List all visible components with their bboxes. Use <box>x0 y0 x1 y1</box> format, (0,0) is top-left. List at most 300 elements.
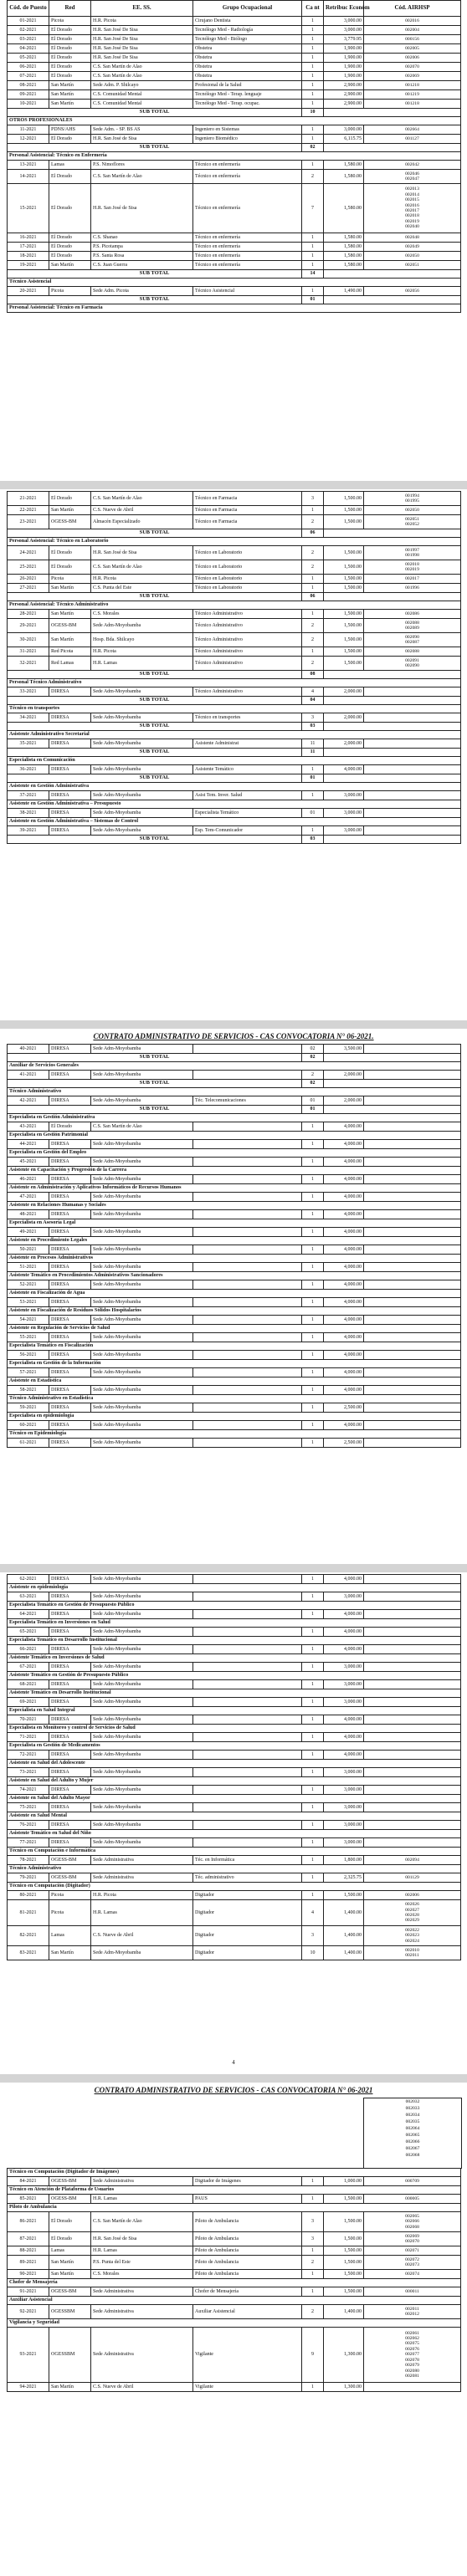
position-code: 01-2021 <box>8 17 49 26</box>
position-code: 50-2021 <box>8 1245 49 1255</box>
airhsp-code <box>364 1680 461 1689</box>
network-name: San Martín <box>49 610 91 619</box>
health-facility: Sede Adm-Moyobamba <box>91 1838 193 1848</box>
quantity: 01 <box>302 1096 324 1106</box>
health-facility: P.S. Punta del Este <box>91 2256 193 2270</box>
airhsp-code: 002056 <box>364 287 461 296</box>
position-row <box>8 1628 461 1637</box>
position-row <box>8 63 461 72</box>
position-code: 02-2021 <box>8 26 49 35</box>
position-row <box>8 1733 461 1742</box>
section-row <box>8 1413 461 1421</box>
health-facility: C.S. Punta del Este <box>91 584 193 593</box>
health-facility: Sede Administrativa <box>91 1873 193 1883</box>
salary: 4,000.00 <box>324 1368 364 1377</box>
position-row <box>8 2256 461 2270</box>
health-facility: C.S. San Martín de Alao <box>91 1122 193 1132</box>
page-separator <box>0 1020 467 1029</box>
section-heading: Técnico en Computación (Digitador de Imágenes) <box>8 2169 461 2177</box>
position-code: 12-2021 <box>8 135 49 144</box>
salary: 3,000.00 <box>324 1698 364 1707</box>
occupational-group <box>193 1263 302 1272</box>
salary: 4,000.00 <box>324 1280 364 1290</box>
network-name: El Dorado <box>49 170 91 184</box>
airhsp-code: 002032 <box>405 2099 420 2104</box>
occupational-group <box>193 1210 302 1219</box>
quantity: 1 <box>302 1715 324 1725</box>
occupational-group: Digitador de Imágenes <box>193 2177 302 2186</box>
salary: 2,325.75 <box>324 1873 364 1883</box>
position-code: 54-2021 <box>8 1316 49 1325</box>
section-row <box>8 304 461 313</box>
position-code: 70-2021 <box>8 1715 49 1725</box>
position-row <box>8 1210 461 1219</box>
health-facility: Sede Adm-Moyobamba <box>91 1680 193 1689</box>
health-facility: Sede Adm-Moyobamba <box>91 1733 193 1742</box>
salary: 4,000.00 <box>324 1122 364 1132</box>
quantity: 1 <box>302 1175 324 1184</box>
airhsp-code <box>364 1803 461 1812</box>
quantity: 1 <box>302 161 324 170</box>
network-name: San Martín <box>49 90 91 100</box>
subtotal-count: 01 <box>302 774 324 783</box>
occupational-group <box>193 1439 302 1448</box>
occupational-group <box>193 1175 302 1184</box>
position-code: 82-2021 <box>8 1926 49 1946</box>
section-row <box>8 1272 461 1280</box>
occupational-group: Obstetra <box>193 63 302 72</box>
position-row <box>8 1680 461 1689</box>
airhsp-code <box>364 765 461 774</box>
airhsp-code <box>364 1096 461 1106</box>
network-name: El Dorado <box>49 184 91 233</box>
position-row <box>8 575 461 584</box>
airhsp-code: 001219 <box>364 90 461 100</box>
network-name: Lamas <box>49 161 91 170</box>
section-row <box>8 1795 461 1803</box>
quantity: 1 <box>302 575 324 584</box>
salary: 1,800.00 <box>324 1856 364 1865</box>
occupational-group: Digitador <box>193 1926 302 1946</box>
airhsp-code <box>364 809 461 818</box>
network-name: San Martín <box>49 81 91 90</box>
subtotal-label: SUB TOTAL <box>8 296 302 304</box>
section-row <box>8 117 461 125</box>
position-code: 18-2021 <box>8 252 49 261</box>
health-facility: Sede Adm-Moyobamba <box>91 1140 193 1149</box>
salary: 4,000.00 <box>324 1628 364 1637</box>
salary: 3,000.00 <box>324 125 364 135</box>
section-row <box>8 705 461 713</box>
network-name: El Dorado <box>49 492 91 506</box>
salary: 4,000.00 <box>324 1245 364 1255</box>
position-row <box>8 1786 461 1795</box>
section-row <box>8 2169 461 2177</box>
page-5 <box>0 2083 467 2576</box>
health-facility: P.S. Picotampa <box>91 243 193 252</box>
position-code: 45-2021 <box>8 1158 49 1167</box>
airhsp-code <box>364 1715 461 1725</box>
section-row <box>8 2279 461 2287</box>
position-row <box>8 1386 461 1395</box>
quantity: 1 <box>302 1193 324 1202</box>
health-facility: H.R. San José de Sisa <box>91 2232 193 2246</box>
airhsp-code: 002067 <box>405 2146 420 2151</box>
section-heading: Asistente Temático en Inversiones de Salud <box>8 1654 461 1663</box>
airhsp-code <box>364 1786 461 1795</box>
airhsp-code <box>364 1751 461 1760</box>
position-row <box>8 35 461 44</box>
section-heading: Asistente en Estadística <box>8 1377 461 1386</box>
health-facility: Sede Adm-Moyobamba <box>91 1228 193 1237</box>
position-code: 42-2021 <box>8 1096 49 1106</box>
health-facility: Sede Adm-Moyobamba <box>91 1386 193 1395</box>
airhsp-code: 002071 <box>364 2246 461 2256</box>
position-code: 90-2021 <box>8 2270 49 2279</box>
quantity: 1 <box>302 1386 324 1395</box>
airhsp-code: 002066 <box>405 2139 420 2144</box>
airhsp-code: 000156 <box>364 35 461 44</box>
section-heading: Especialista en Asesoría Legal <box>8 1219 461 1228</box>
salary: 4,000.00 <box>324 1140 364 1149</box>
position-row <box>8 826 461 836</box>
airhsp-code <box>364 1351 461 1360</box>
position-row <box>8 1663 461 1672</box>
quantity: 1 <box>302 243 324 252</box>
section-row <box>8 783 461 791</box>
position-code: 06-2021 <box>8 63 49 72</box>
network-name: El Dorado <box>49 546 91 560</box>
position-row <box>8 584 461 593</box>
subtotal-row <box>8 109 461 117</box>
quantity: 1 <box>302 2287 324 2297</box>
position-code: 60-2021 <box>8 1421 49 1430</box>
quantity: 1 <box>302 135 324 144</box>
section-heading: Especialista Temático en Desarrollo Institucional <box>8 1637 461 1645</box>
health-facility: C.S. Morales <box>91 2270 193 2279</box>
position-code: 93-2021 <box>8 2328 49 2383</box>
position-code: 46-2021 <box>8 1175 49 1184</box>
network-name: DIRESA <box>49 687 91 697</box>
position-code: 26-2021 <box>8 575 49 584</box>
salary: 1,900.00 <box>324 72 364 81</box>
health-facility: C.S. San Martín de Alao <box>91 170 193 184</box>
health-facility: H.R. Picota <box>91 1891 193 1900</box>
position-code: 28-2021 <box>8 610 49 619</box>
subtotal-count: 02 <box>302 1054 324 1062</box>
subtotal-empty-cell <box>324 593 461 601</box>
health-facility: Sede Adm-Moyobamba <box>91 1263 193 1272</box>
position-code: 51-2021 <box>8 1263 49 1272</box>
salary: 4,000.00 <box>324 1751 364 1760</box>
column-header: Cód. de Puesto <box>8 1 49 17</box>
position-row <box>8 1096 461 1106</box>
airhsp-code <box>364 1071 461 1080</box>
quantity: 1 <box>302 125 324 135</box>
airhsp-code: 002016 <box>364 17 461 26</box>
salary: 3,000.00 <box>324 826 364 836</box>
salary: 1,580.00 <box>324 161 364 170</box>
position-row <box>8 610 461 619</box>
position-code: 16-2021 <box>8 233 49 243</box>
salary: 3,000.00 <box>324 1821 364 1830</box>
quantity: 1 <box>302 1298 324 1307</box>
airhsp-code <box>364 1228 461 1237</box>
occupational-group <box>193 1698 302 1707</box>
health-facility: P.S. Nimoflores <box>91 161 193 170</box>
quantity: 1 <box>302 1140 324 1149</box>
health-facility: Sede Adm-Moyobamba <box>91 687 193 697</box>
salary: 2,500.00 <box>324 1439 364 1448</box>
airhsp-code <box>364 1575 461 1584</box>
subtotal-count: 06 <box>302 593 324 601</box>
salary: 4,000.00 <box>324 1715 364 1725</box>
section-heading: Asistente en Procesos Administrativos <box>8 1255 461 1263</box>
airhsp-code <box>364 1421 461 1430</box>
position-row <box>8 2232 461 2246</box>
occupational-group <box>193 1592 302 1602</box>
salary: 1,500.00 <box>324 515 364 529</box>
position-row <box>8 54 461 63</box>
position-row <box>8 72 461 81</box>
network-name: El Dorado <box>49 233 91 243</box>
section-heading: Especialista en Gestión Administrativa <box>8 1114 461 1122</box>
occupational-group: Piloto de Ambulancia <box>193 2212 302 2232</box>
quantity: 1 <box>302 1821 324 1830</box>
network-name: El Dorado <box>49 1122 91 1132</box>
airhsp-code <box>364 1316 461 1325</box>
section-row <box>8 1088 461 1096</box>
position-code: 71-2021 <box>8 1733 49 1742</box>
subtotal-label: SUB TOTAL <box>8 1080 302 1088</box>
page-1 <box>0 0 467 481</box>
quantity: 3 <box>302 492 324 506</box>
airhsp-code: 002061 002062 002075 002076 002077 002078 002079 002080 002081 <box>364 2328 461 2383</box>
subtotal-empty-cell <box>324 1080 461 1088</box>
occupational-group: Técnico en Farmacia <box>193 492 302 506</box>
airhsp-code <box>364 1386 461 1395</box>
section-row <box>8 1707 461 1715</box>
health-facility: C.S. San Martín de Alao <box>91 72 193 81</box>
salary: 1,500.00 <box>324 560 364 575</box>
section-row <box>8 757 461 765</box>
section-heading: Asistente en Procedimiento Legales <box>8 1237 461 1245</box>
position-row <box>8 125 461 135</box>
section-heading: Vigilancia y Seguridad <box>8 2319 461 2328</box>
section-heading: Personal Asistencial: Técnico en Enfermería <box>8 152 461 161</box>
network-name: DIRESA <box>49 1403 91 1413</box>
occupational-group <box>193 1228 302 1237</box>
quantity: 3 <box>302 713 324 723</box>
section-row <box>8 279 461 287</box>
section-heading: Especialista en Gestión de Medicamentos <box>8 1742 461 1751</box>
airhsp-code: 002050 <box>364 506 461 515</box>
quantity: 1 <box>302 1592 324 1602</box>
health-facility: Sede Adm-Moyobamba <box>91 1245 193 1255</box>
position-code: 69-2021 <box>8 1698 49 1707</box>
salary: 4,000.00 <box>324 1733 364 1742</box>
quantity: 1 <box>302 252 324 261</box>
position-code: 78-2021 <box>8 1856 49 1865</box>
occupational-group: Cirujano Dentista <box>193 17 302 26</box>
position-code: 48-2021 <box>8 1210 49 1219</box>
subtotal-row <box>8 1106 461 1114</box>
network-name: DIRESA <box>49 1316 91 1325</box>
position-row <box>8 81 461 90</box>
occupational-group: Téc. administrativo <box>193 1873 302 1883</box>
network-name: DIRESA <box>49 809 91 818</box>
position-row <box>8 1803 461 1812</box>
salary: 1,500.00 <box>324 2256 364 2270</box>
position-row <box>8 1900 461 1926</box>
positions-table-page-3 <box>7 1044 461 1448</box>
network-name: DIRESA <box>49 1733 91 1742</box>
airhsp-code: 002006 <box>364 1891 461 1900</box>
airhsp-code <box>364 1821 461 1830</box>
quantity: 3 <box>302 1926 324 1946</box>
occupational-group: Técnico en enfermería <box>193 184 302 233</box>
health-facility: Sede Adm-Moyobamba <box>91 1403 193 1413</box>
occupational-group: Técnico en Farmacia <box>193 506 302 515</box>
position-row <box>8 1263 461 1272</box>
occupational-group <box>193 1333 302 1342</box>
network-name: El Dorado <box>49 243 91 252</box>
section-heading: Especialista en Gestión de la Información <box>8 1360 461 1368</box>
airhsp-code <box>364 1645 461 1654</box>
quantity: 1 <box>302 1333 324 1342</box>
section-heading: Asistente en Regulación de Servicios de Salud <box>8 1325 461 1333</box>
quantity: 1 <box>302 2383 324 2392</box>
occupational-group <box>193 1786 302 1795</box>
position-row <box>8 17 461 26</box>
section-heading: Auxiliar de Servicios Generales <box>8 1062 461 1071</box>
occupational-group <box>193 1071 302 1080</box>
position-row <box>8 287 461 296</box>
airhsp-code: 001218 <box>364 100 461 109</box>
section-heading: Técnico en Atención de Plataforma de Usuarios <box>8 2186 461 2195</box>
position-code: 79-2021 <box>8 1873 49 1883</box>
quantity: 1 <box>302 261 324 270</box>
subtotal-empty-cell <box>324 1054 461 1062</box>
section-row <box>8 2204 461 2212</box>
subtotal-count: 01 <box>302 1106 324 1114</box>
section-row <box>8 679 461 687</box>
position-code: 14-2021 <box>8 170 49 184</box>
salary: 1,490.00 <box>324 287 364 296</box>
page-number: 4 <box>232 2059 235 2066</box>
occupational-group <box>193 1715 302 1725</box>
section-heading: Asistente en Gestión Administrativa – Presupuesto <box>8 800 461 809</box>
subtotal-row <box>8 749 461 757</box>
section-heading: Especialista Temático en Inversiones en Salud <box>8 1619 461 1628</box>
airhsp-code <box>364 1610 461 1619</box>
health-facility: C.S. San Martín de Alao <box>91 63 193 72</box>
airhsp-code: 001218 <box>364 81 461 90</box>
health-facility: Sede Adm-Moyobamba <box>91 1946 193 1960</box>
section-heading: Especialista en epidemiología <box>8 1413 461 1421</box>
airhsp-code <box>364 1193 461 1202</box>
subtotal-row <box>8 697 461 705</box>
quantity: 3 <box>302 2212 324 2232</box>
section-heading: Especialista en Gestión Patrimonial <box>8 1132 461 1140</box>
section-heading: Asistente en Salud Mental <box>8 1812 461 1821</box>
quantity: 1 <box>302 1873 324 1883</box>
airhsp-code <box>364 1210 461 1219</box>
health-facility: Sede Adm. P. Shilcayo <box>91 81 193 90</box>
network-name: DIRESA <box>49 1263 91 1272</box>
quantity: 01 <box>302 809 324 818</box>
salary: 2,000.00 <box>324 1096 364 1106</box>
salary: 4,000.00 <box>324 1421 364 1430</box>
subtotal-empty-cell <box>324 144 461 152</box>
health-facility: Sede Adm-Moyobamba <box>91 1439 193 1448</box>
health-facility: Sede Adm-Moyobamba <box>91 1628 193 1637</box>
network-name: OGESS-BM <box>49 2195 91 2204</box>
subtotal-row <box>8 836 461 844</box>
health-facility: H.R. San José de Sisa <box>91 184 193 233</box>
section-row <box>8 1883 461 1891</box>
airhsp-code: 002010 002011 <box>364 1946 461 1960</box>
section-row <box>8 1237 461 1245</box>
section-heading: Asistente en Gestión Administrativa – Sistemas de Control <box>8 818 461 826</box>
section-heading: Asistente Temático en Desarrollo Institucional <box>8 1689 461 1698</box>
position-code: 33-2021 <box>8 687 49 697</box>
position-row <box>8 506 461 515</box>
quantity: 2 <box>302 560 324 575</box>
section-row <box>8 1395 461 1403</box>
position-row <box>8 1768 461 1777</box>
health-facility: Sede Adm-Moyobamba <box>91 739 193 749</box>
subtotal-empty-cell <box>324 671 461 679</box>
section-heading: Especialista en Gestión del Empleo <box>8 1149 461 1158</box>
salary: 2,900.00 <box>324 81 364 90</box>
quantity: 1 <box>302 1245 324 1255</box>
quantity: 1 <box>302 1891 324 1900</box>
occupational-group <box>193 1680 302 1689</box>
health-facility: Sede Administrativa <box>91 2287 193 2297</box>
section-heading: Técnico en transportes <box>8 705 461 713</box>
subtotal-row <box>8 1080 461 1088</box>
network-name: OGESS-BM <box>49 1856 91 1865</box>
position-row <box>8 1891 461 1900</box>
salary: 1,400.00 <box>324 2305 364 2319</box>
section-heading: Asistente en Capacitación y Progresión de la Carrera <box>8 1167 461 1175</box>
health-facility: Sede Adm-Moyobamba <box>91 1663 193 1672</box>
section-heading: Personal Asistencial: Técnico en Laboratorio <box>8 538 461 546</box>
position-row <box>8 492 461 506</box>
airhsp-code: 002086 <box>364 610 461 619</box>
section-heading: Técnico Administrativo <box>8 1088 461 1096</box>
occupational-group: Obstetra <box>193 54 302 63</box>
network-name: DIRESA <box>49 791 91 800</box>
health-facility: Sede Adm-Moyobamba <box>91 713 193 723</box>
section-row <box>8 1742 461 1751</box>
network-name: El Dorado <box>49 2212 91 2232</box>
salary: 3,000.00 <box>324 17 364 26</box>
position-row <box>8 1175 461 1184</box>
quantity: 1 <box>302 1351 324 1360</box>
quantity: 7 <box>302 184 324 233</box>
position-code: 81-2021 <box>8 1900 49 1926</box>
salary: 2,000.00 <box>324 687 364 697</box>
network-name: Lamas <box>49 2246 91 2256</box>
salary: 4,000.00 <box>324 1210 364 1219</box>
salary: 4,000.00 <box>324 1175 364 1184</box>
position-row <box>8 2195 461 2204</box>
network-name: OGESS-BM <box>49 2177 91 2186</box>
quantity: 1 <box>302 81 324 90</box>
quantity: 1 <box>302 26 324 35</box>
